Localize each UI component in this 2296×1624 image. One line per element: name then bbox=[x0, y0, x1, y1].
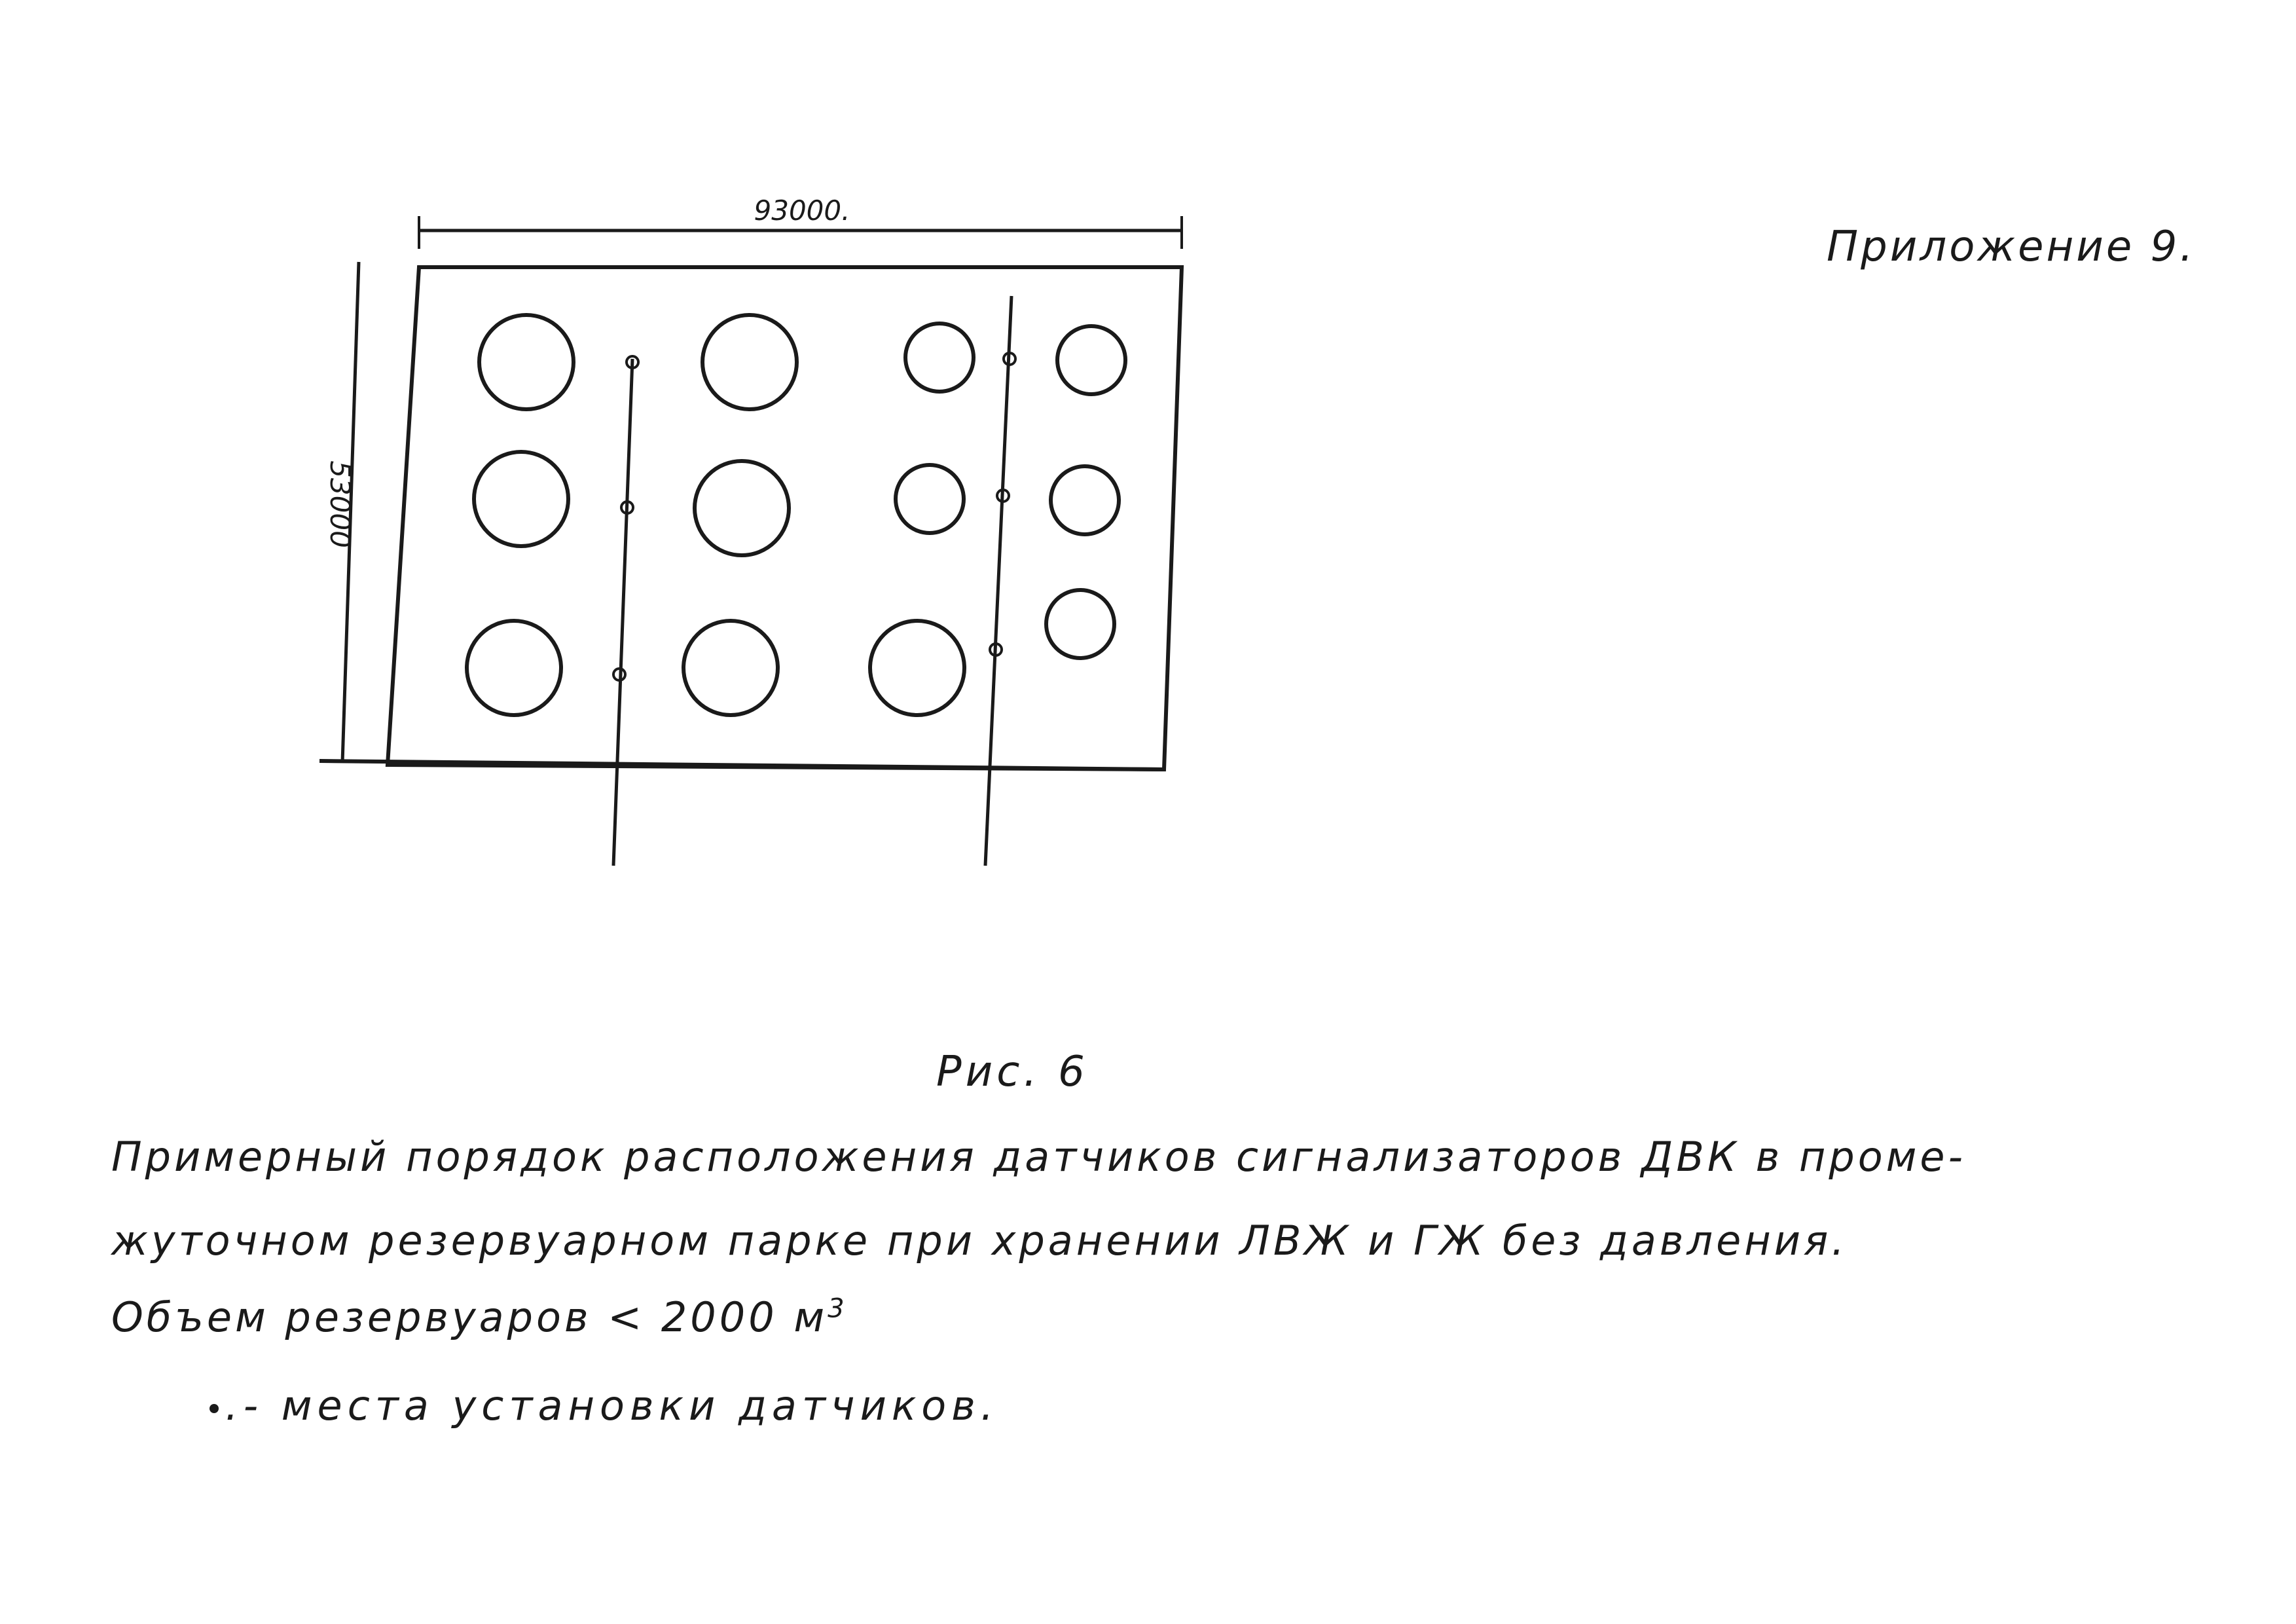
tank-r1-c1 bbox=[479, 315, 574, 409]
sensor-line-left bbox=[613, 359, 632, 866]
caption-volume-unit-exponent: 3 bbox=[828, 1293, 848, 1324]
caption-volume-text: Объем резервуаров < 2000 м bbox=[111, 1293, 828, 1341]
tank-r2-c4 bbox=[1051, 466, 1119, 534]
legend-text: .- места установки датчиков. bbox=[225, 1382, 999, 1430]
figure-label: Рис. 6 bbox=[936, 1048, 1089, 1096]
caption-line-3 bbox=[111, 1293, 848, 1341]
tank-r3-c2 bbox=[683, 621, 778, 715]
tank-r1-c4 bbox=[1057, 326, 1125, 394]
caption-line-1: Примерный порядок расположения датчиков сигнализаторов ДВК в проме- bbox=[111, 1133, 1966, 1181]
caption-line-2: жуточном резервуарном парке при хранении ЛВЖ и ГЖ без давления. bbox=[111, 1217, 1848, 1264]
appendix-label: Приложение 9. bbox=[1827, 223, 2196, 271]
tank-r3-c3 bbox=[870, 621, 964, 715]
tank-r2-c1 bbox=[474, 452, 568, 546]
tank-r3-c4 bbox=[1046, 590, 1114, 658]
height-dimension-text: 53000 bbox=[324, 460, 356, 548]
tank-r3-c1 bbox=[467, 621, 561, 715]
width-dimension-text: 93000. bbox=[754, 194, 850, 227]
tank-r1-c3 bbox=[905, 323, 974, 392]
sensor-marker-icon bbox=[210, 1404, 219, 1413]
tank-r1-c2 bbox=[702, 315, 797, 409]
tank-r2-c3 bbox=[896, 465, 964, 533]
legend bbox=[210, 1382, 999, 1430]
tank-r2-c2 bbox=[695, 461, 789, 555]
sensor-line-right bbox=[985, 296, 1011, 866]
